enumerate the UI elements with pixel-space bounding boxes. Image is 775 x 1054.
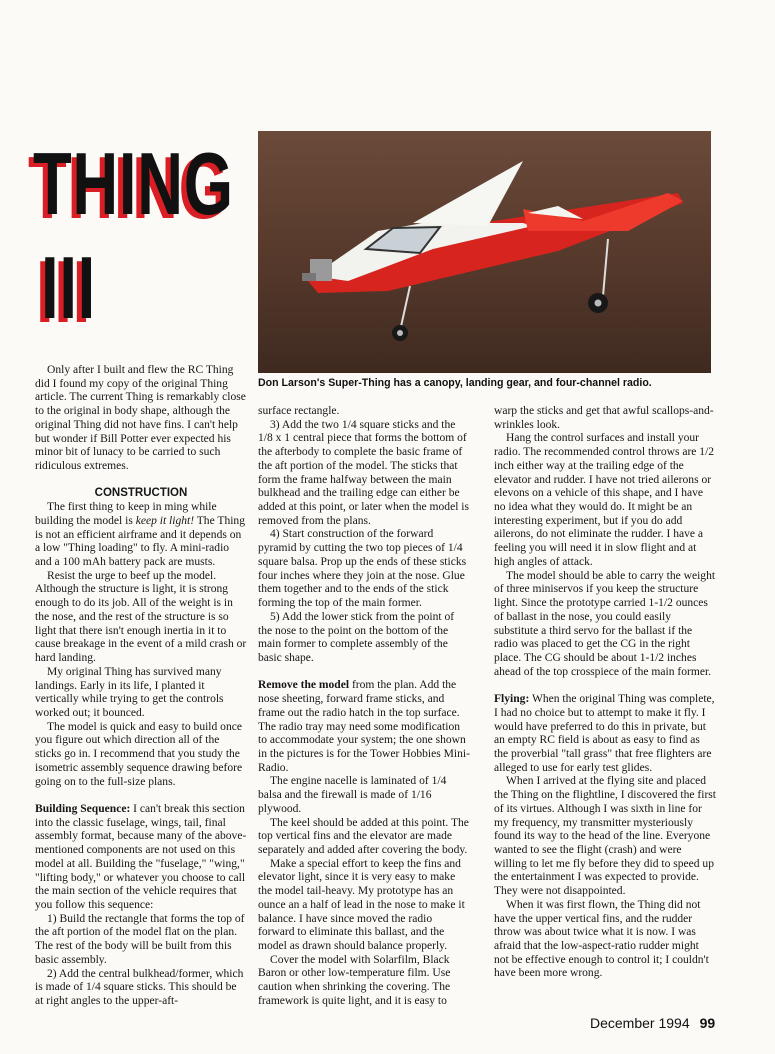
paragraph: 2) Add the central bulkhead/former, which is made of 1/4 square sticks. This should be at right angles to the upper-aft- bbox=[35, 967, 244, 1007]
page-footer bbox=[590, 1015, 715, 1031]
page-number: 99 bbox=[699, 1015, 716, 1031]
paragraph: The engine nacelle is laminated of 1/4 balsa and the firewall is made of 1/16 plywood. bbox=[258, 775, 447, 815]
paragraph: surface rectangle. bbox=[258, 405, 340, 417]
paragraph: Building Sequence: I can't break this section into the classic fuselage, wings, tail, final assembly format, because many of the above-mentioned components are not used on this model at all. Building the "fuselage," "wing," "lifting body," or whatever you choose to call the main section of the vehicle requires that you follow this sequence: bbox=[35, 802, 247, 911]
paragraph: When I arrived at the flying site and placed the Thing on the flightline, I discovered the first of its virtues. Although I was sixth in line for my frequency, my transmitter mysteriously found its way to the head of the line. Everyone wanted to see the flight (crash) and were willing to let me fly before they did to speed up the entertainment I was expected to provide. They were not disappointed. bbox=[494, 775, 717, 898]
paragraph: 5) Add the lower stick from the point of the nose to the point on the bottom of the main former to complete assembly of the basic shape. bbox=[258, 610, 455, 664]
paragraph: The model should be able to carry the weight of three miniservos if you keep the structure light. Since the prototype carried 1-1/2 ounces of ballast in the nose, you could easily substitute a third servo for the ballast if the radio was placed to get the CG in the right place. The CG should be about 1-1/2 inches ahead of the top crosspiece of the main former. bbox=[494, 569, 716, 678]
paragraph: The model is quick and easy to build once you figure out which direction all of the sticks go in. I recommend that you study the isometric assembly sequence drawing before going on to the full-size plans. bbox=[35, 720, 243, 788]
paragraph: warp the sticks and get that awful scallops-and-wrinkles look. bbox=[494, 405, 714, 431]
paragraph: Only after I built and flew the RC Thing did I found my copy of the original Thing article. The current Thing is remarkably close to the original in body shape, although the original Thing did not have fins. I can't help but wonder if Bill Potter ever expected his minor bit of lunacy to be carried to such ridiculous extremes. bbox=[35, 364, 246, 473]
title-line-1: THING bbox=[33, 134, 234, 233]
paragraph: Remove the model from the plan. Add the nose sheeting, forward frame sticks, and frame out the radio hatch in the top surface. The radio tray may need some modification to accommodate your system; the one shown in the pictures is for the Tower Hobbies Mini-Radio. bbox=[258, 679, 470, 774]
text-column-1 bbox=[35, 364, 247, 1009]
paragraph: Resist the urge to beef up the model. Although the structure is light, it is strong enough to do its job. All of the weight is in the nose, and the rest of the structure is so light that there isn't enough inertia in it to cause breakage in the event of a mild crash or hard landing. bbox=[35, 569, 247, 665]
paragraph: The first thing to keep in ming while building the model is keep it light! The Thing is not an efficient airframe and it depends on a low "Thing loading" to fly. A mini-radio and a 100 mAh battery pack are musts. bbox=[35, 501, 245, 569]
paragraph: Make a special effort to keep the fins and elevator light, since it is very easy to make the model tail-heavy. My prototype has an ounce an a half of lead in the nose to make it balance. I have since moved the radio forward to eliminate this ballast, and the model as drawn should balance properly. bbox=[258, 857, 465, 952]
paragraph: 1) Build the rectangle that forms the top of the aft portion of the model flat on the plan. The rest of the body will be built from this basic assembly. bbox=[35, 912, 245, 966]
photo-caption: Don Larson's Super-Thing has a canopy, landing gear, and four-channel radio. bbox=[258, 377, 652, 389]
model-airplane-photo bbox=[258, 131, 711, 373]
paragraph: My original Thing has survived many landings. Early in its life, I planted it vertically while trying to get the controls worked out; it bounced. bbox=[35, 665, 224, 719]
paragraph: Hang the control surfaces and install your radio. The recommended control throws are 1/2 inch either way at the trailing edge of the elevator and rudder. I have not tried ailerons or elevons on a vehicle of this shape, and I have no idea what they would do. It might be an interesting experiment, but if you do add ailerons, do not eliminate the rudder. I have a feeling you will need it in slow flight and at high angles of attack. bbox=[494, 432, 715, 568]
paragraph: When it was first flown, the Thing did not have the upper vertical fins, and the rudder throw was about twice what it is now. I was afraid that the low-aspect-ratio rudder might not be effective enough to control it; I couldn't have been more wrong. bbox=[494, 898, 709, 980]
paragraph: The keel should be added at this point. The top vertical fins and the elevator are made separately and added after covering the body. bbox=[258, 816, 469, 856]
issue-date: December 1994 bbox=[590, 1015, 690, 1031]
section-heading: CONSTRUCTION bbox=[94, 487, 188, 500]
paragraph: 3) Add the two 1/4 square sticks and the 1/8 x 1 central piece that forms the bottom of the afterbody to complete the basic frame of the aft portion of the model. The sticks that form the frame halfway between the main bulkhead and the trailing edge can either be added at this point, or later when the model is removed from the plans. bbox=[258, 418, 470, 527]
paragraph: Flying: When the original Thing was complete, I had no choice but to attempt to make it fly. I would have preferred to do this in private, but an empty RC field is about as easy to find as the proverbial "tall grass" that free flighters are alleged to use for early test glides. bbox=[494, 693, 715, 774]
paragraph: Cover the model with Solarfilm, Black Baron or other low-temperature film. Use caution when shrinking the covering. The framework is quite light, and it is easy to bbox=[258, 953, 451, 1007]
text-column-2 bbox=[258, 405, 470, 1009]
paragraph: 4) Start construction of the forward pyramid by cutting the two top pieces of 1/4 square balsa. Prop up the ends of these sticks four inches where they join at the nose. Glue them together and to the ends of the stick forming the top of the main former. bbox=[258, 528, 467, 610]
text-column-3 bbox=[494, 405, 716, 981]
title-line-2: III bbox=[41, 238, 96, 337]
